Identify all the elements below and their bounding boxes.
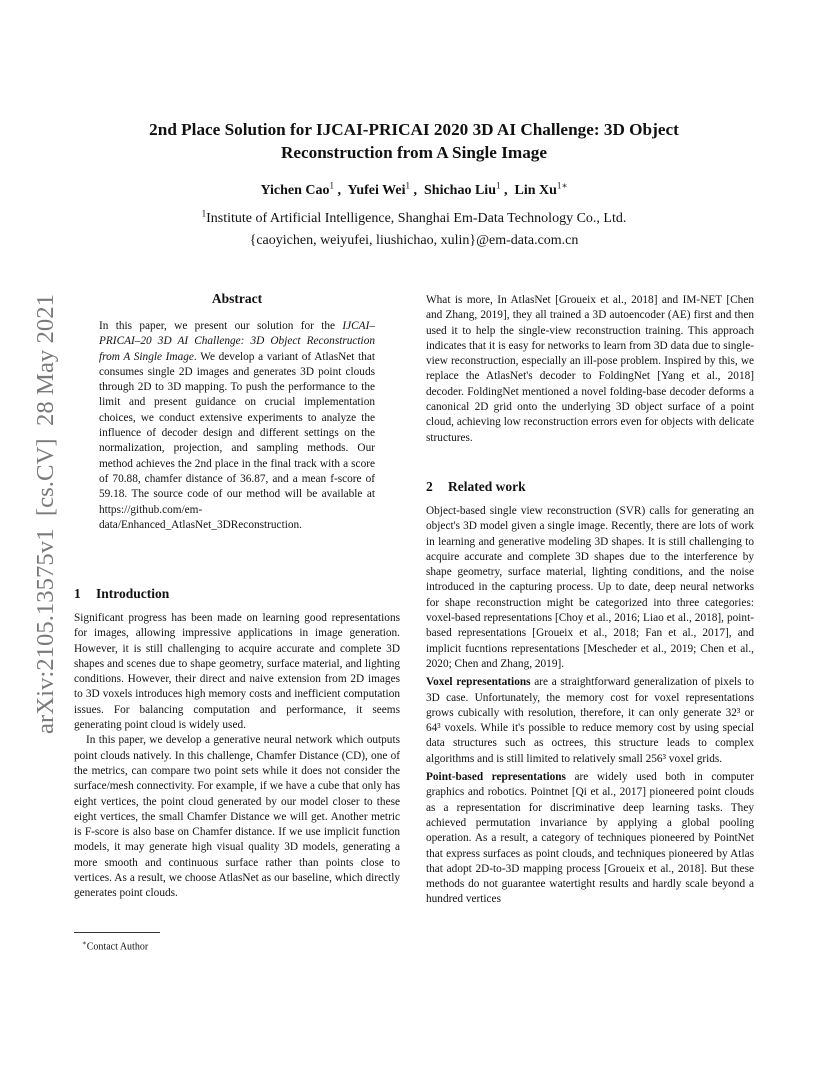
paragraph-point: [426, 770, 754, 908]
arxiv-identifier-text: arXiv:2105.13575v1 [cs.CV] 28 May 2021: [32, 298, 59, 734]
abstract-body: [99, 319, 375, 533]
paragraph: What is more, In AtlasNet [Groueix et al., 2018] and IM-NET [Chen and Zhang, 2019], they all trained a 3D autoencoder (AE) first and then used it to help the single-view reconstruction training. This approach indicates that it is easy for networks to learn from 3D data due to single-view reconstruction, especially an ill-pose problem. Inspired by this, we replace the AtlasNet's decoder to FoldingNet [Yang et al., 2018] decoder. FoldingNet mentioned a novel folding-base decoder deforms a canonical 2D grid onto the underlying 3D object surface of a point cloud, achieving low reconstruction errors even for objects with delicate structures.: [426, 294, 754, 444]
title-line-1: 2nd Place Solution for IJCAI-PRICAI 2020 3D AI Challenge: 3D Object: [149, 120, 679, 139]
abstract-lead: In this paper, we present our solution for the: [99, 320, 343, 332]
title-line-2: Reconstruction from A Single Image: [280, 143, 548, 162]
section-title: Related work: [448, 479, 526, 494]
paragraph-text: are widely used both in computer graphics and robotics. Pointnet [Qi et al., 2017] pioneered point clouds as a representation for discriminative deep learning tasks. They achieved permutation invariance by applying a global pooling operation. As a result, a category of techniques pioneered by PointNet that express surfaces as point clouds, and techniques pioneered by Atlas that adopt 2D-to-3D mapping process [Groueix et al., 2018]. But these methods do not guarantee watertight results and hardly scale beyond a hundred vertices: [426, 771, 754, 906]
footnote-rule: [74, 932, 160, 933]
author-name: Lin Xu: [514, 183, 557, 198]
footnote: [82, 939, 148, 952]
section-heading-related-work: [426, 479, 526, 495]
section-title: Introduction: [96, 586, 170, 601]
footnote-text: Contact Author: [86, 941, 149, 953]
paragraph-voxel: [426, 675, 754, 767]
introduction-continued: [426, 293, 754, 446]
abstract-heading: Abstract: [211, 291, 263, 306]
section-number: 2: [426, 479, 433, 494]
author-emails: {caoyichen, weiyufei, liushichao, xulin}@em-data.com.cn: [249, 233, 579, 248]
author-list: Yichen Cao$^1$ , Yufei Wei$^1$ , Shichao Liu$^1$ , Lin $Xu^{1∗}$: [260, 180, 568, 198]
paragraph: Significant progress has been made on learning good representations for images, allowing impressive applications in image generation. However, it is still challenging to acquire accurate and complete 3D shapes and scenes due to shape geometry, surface material, and lighting conditions. However, their direct and naive extension from 2D images to 3D voxels introduces high memory costs and inefficient computation issues. For balancing computation and performance, it seems generating point cloud is widely used.: [74, 612, 400, 732]
footnote-mark: ∗: [82, 939, 87, 947]
introduction-body: [74, 611, 400, 902]
author-mark: 1: [495, 180, 501, 191]
author-mark: 1∗: [556, 180, 568, 191]
challenge-name: IJCAI–PRICAI–20 3D AI Challenge: 3D Object Reconstruction from A Single Image: [99, 320, 375, 363]
paragraph: Object-based single view reconstruction (SVR) calls for generating an object's 3D model given a single image. Recently, there are lots of work in learning and generative modeling 3D shapes. It is still challenging to acquire accurate and complete 3D shapes due to the interference by shape geometry, surface material, lighting conditions, and the noise introduced in the capturing process. Up to date, deep neural networks for shape reconstruction might be categorized into three categories: voxel-based representations [Choy et al., 2016; Liao et al., 2018], point-based representations [Groueix et al., 2018; Fan et al., 2017], and implicit fucntions representations [Mescheder et al., 2019; Chen et al., 2020; Chen and Zhang, 2019].: [426, 505, 754, 670]
author-mark: 1: [405, 180, 410, 191]
section-number: 1: [74, 586, 81, 601]
run-in-heading: Point-based representations: [426, 771, 566, 784]
author-mark: 1: [329, 180, 335, 191]
affiliation-mark: 1: [201, 208, 207, 219]
affiliation-block: [80, 208, 748, 252]
section-heading-introduction: [74, 586, 169, 602]
abstract-text: . We develop a variant of AtlasNet that consumes single 2D images and generates 3D point clouds through 2D to 3D mapping. To push the performance to the limit and present guidance on crucial implementation choices, we conduct extensive experiments to analyze the influence of decoder design and different settings on the normalization, projection, and sampling methods. Our method achieves the 2nd place in the final track with a score of 70.88, chamfer distance of 36.87, and a mean f-score of 59.18. The source code of our method will be available at https://github.com/em-data/Enhanced_AtlasNet_3DReconstruction.: [99, 350, 376, 531]
affiliation-text: Institute of Artificial Intelligence, Shanghai Em-Data Technology Co., Ltd.: [206, 211, 627, 226]
run-in-heading: Voxel representations: [426, 676, 531, 689]
author-name: Shichao Liu: [424, 183, 496, 198]
paragraph-text: are a straightforward generalization of pixels to 3D case. Unfortunately, the memory cost for voxel representations grows cubically with resolution, therefore, it can only generate 32³ or 64³ voxels. While it's possible to reduce memory cost by using special data structures such as octrees, this structure leads to complex algorithms and is still limited to relatively small 256³ voxel grids.: [426, 676, 754, 765]
related-work-body: [426, 504, 754, 908]
paper-title: [80, 118, 748, 164]
paragraph: In this paper, we develop a generative neural network which outputs point clouds natively. In this challenge, Chamfer Distance (CD), one of the metrics, can compare two point sets while it does not consider the surface/mesh connectivity. For example, if we have a cube that only has eight vertices, the point cloud generated by our model closer to these eight vertices, the small Chamfer Distance we will get. Another metric is F-score is also base on Chamfer distance. If we use implicit function models, it may generate high visual quality 3D models, generating a more smooth and continuous surface rather than points close to vertices. As a result, we choose AtlasNet as our baseline, which directly generates point clouds.: [74, 734, 400, 900]
author-name: Yufei Wei: [347, 183, 406, 198]
arxiv-identifier: [22, 282, 62, 742]
author-name: Yichen Cao: [260, 183, 330, 198]
